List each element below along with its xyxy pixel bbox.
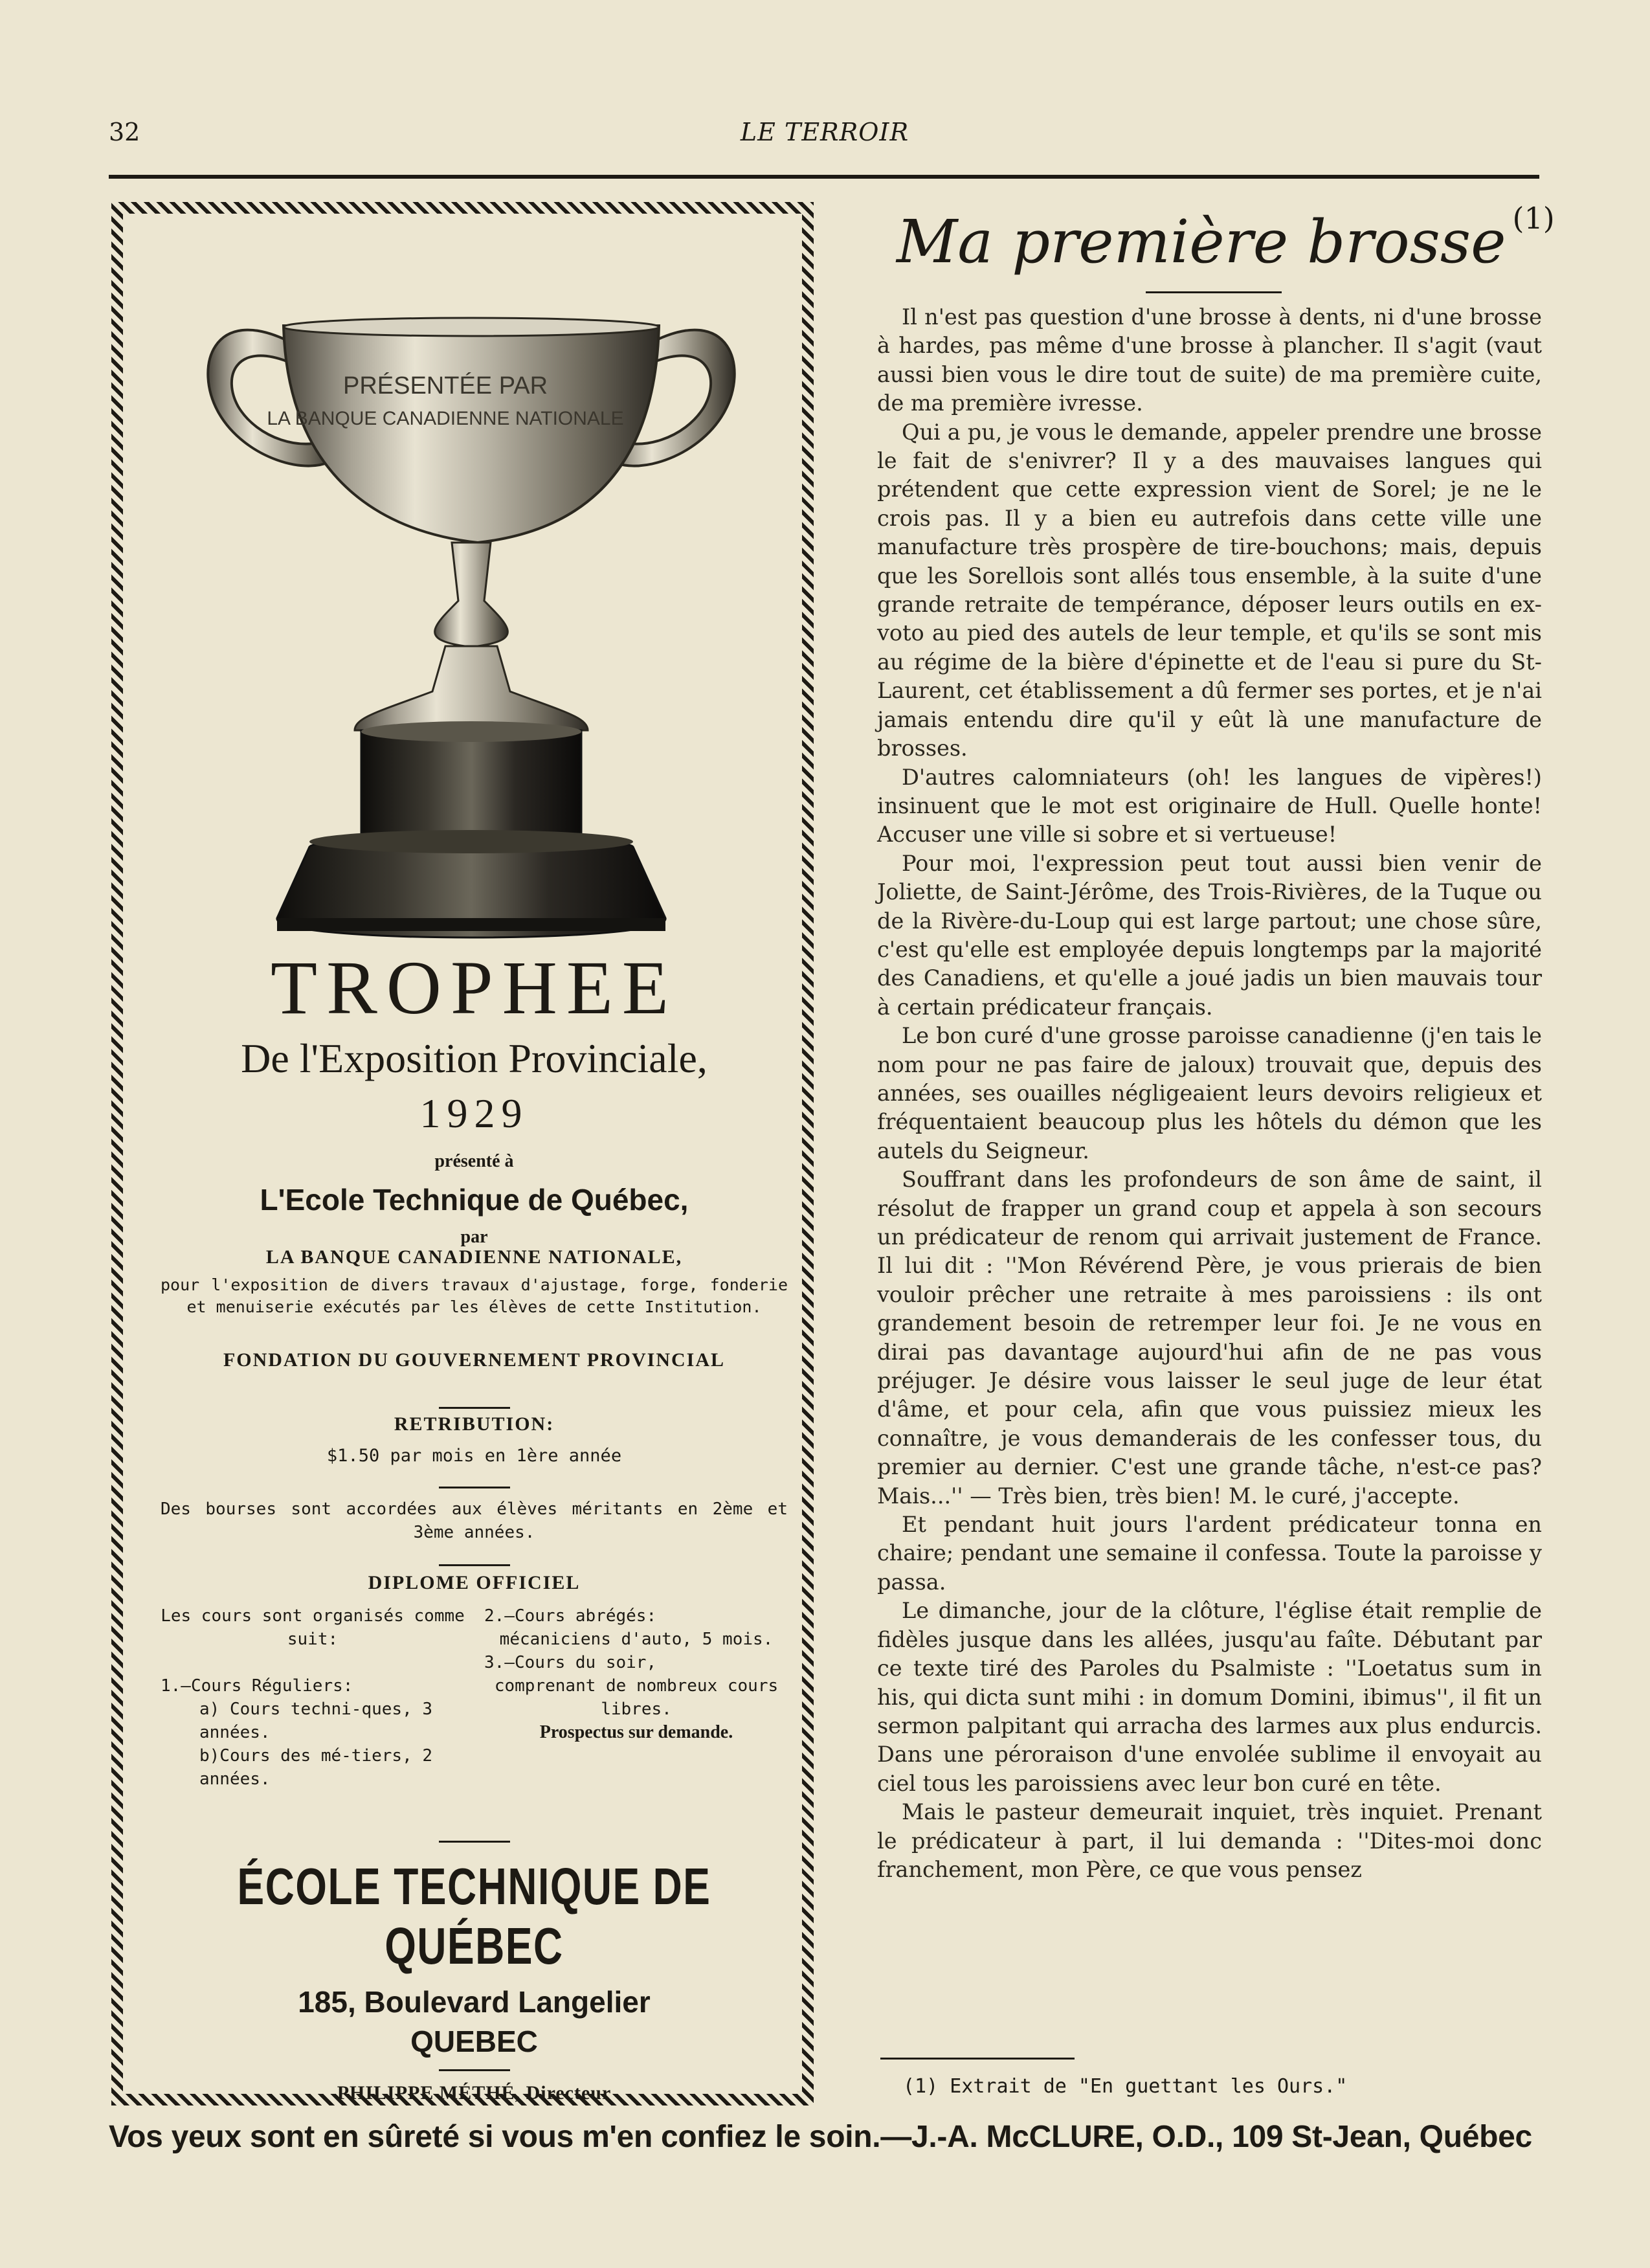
ad-retribution-label: RETRIBUTION:	[394, 1413, 555, 1435]
footer-advertisement: Vos yeux sont en sûreté si vous m'en confiez le soin.—J.-A. McCLURE, O.D., 109 St-Jean, Québec	[109, 2120, 1532, 2154]
page-number: 32	[109, 118, 140, 146]
ad-presented: présenté à	[434, 1151, 514, 1171]
ad-description: pour l'exposition de divers travaux d'ajustage, forge, fonderie et menuiserie exécutés par les élèves de cette Institution.	[161, 1275, 788, 1316]
article-title	[897, 201, 1555, 276]
ad-diplome: DIPLOME OFFICIEL	[368, 1572, 581, 1593]
paragraph: Le dimanche, jour de la clôture, l'église était remplie de fidèles jusque dans les allées, jusqu'au faîte. Débutant par ce texte tiré des Paroles du Psalmiste : ''Loetatus sum in his, qui dicta sunt mihi : in domum Domini, ibimus'', il fit un sermon palpitant qui arracha des larmes aux plus endurcis. Dans une péroraison d'une envolée sublime il envoyait au ciel tous les paroissiens avec leur bon curé en tête.	[877, 1598, 1542, 1796]
prospectus: Prospectus sur demande.	[539, 1722, 733, 1742]
paragraph: Mais le pasteur demeurait inquiet, très inquiet. Prenant le prédicateur à part, il lui demanda : ''Dites-moi donc franchement, mon Père, ce que vous pensez	[877, 1799, 1542, 1882]
course-2-desc: mécaniciens d'auto, 5 mois.	[499, 1630, 774, 1649]
school-name-large	[209, 1857, 739, 1976]
paragraph: Pour moi, l'expression peut tout aussi bien venir de Joliette, de Saint-Jérôme, des Trois-Rivières, de la Tuque ou de la Rivère-du-Loup qui est large partout; une chose sûre, c'est qu'elle est employée depuis longtemps par la majorité des Canadiens, et qu'elle a joué jadis un bien mauvais tour à certain prédicateur français.	[877, 850, 1542, 1020]
paragraph: Le bon curé d'une grosse paroisse canadienne (j'en tais le nom pour ne pas faire de jaloux) trouvait que, depuis des années, ses ouailles négligeaient leurs devoirs religieux et fréquentaient beaucoup plus les hôtels du démon que les autels du Seigneur.	[877, 1023, 1542, 1163]
courses-right-column	[484, 1604, 788, 1744]
ad-city: QUEBEC	[410, 2025, 538, 2058]
ad-bourses: Des bourses sont accordées aux élèves méritants en 2ème et 3ème années.	[161, 1499, 788, 1542]
courses-intro: Les cours sont organisés comme suit:	[161, 1606, 465, 1649]
running-title: LE TERROIR	[740, 118, 909, 146]
trophy-cup-image	[173, 264, 769, 1015]
paragraph: Souffrant dans les profondeurs de son âme de saint, il résolut de frapper un grand coup et appela à son secours un prédicateur de renom qui arrivait justement de France. Il lui dit : ''Mon Révérend Père, je vous prierais de bien vouloir prêcher une retraite à mes paroissiens : ils ont grandement besoin de retremper leur foi. Je ne vous en dirai pas davantage aujourd'hui afin de ne pas vous préjuger. Je désire vous laisser le seul juge de leur état d'âme, et pour cela, afin que vous puissiez mieux les connaître, je vous demanderais de les confesser tous, du premier au dernier. C'est une grande tâche, n'est-ce pas? Mais...'' — Très bien, très bien! M. le curé, j'accepte.	[877, 1167, 1542, 1509]
ad-bank: LA BANQUE CANADIENNE NATIONALE,	[265, 1246, 683, 1268]
divider	[439, 1564, 510, 1566]
article-title-text: Ma première brosse	[897, 207, 1506, 276]
cup-engraving-line2: LA BANQUE CANADIENNE NATIONALE	[267, 408, 624, 429]
ad-par: par	[460, 1227, 488, 1247]
advertisement-frame	[111, 202, 814, 2105]
page-header	[109, 118, 1541, 157]
ad-director: PHILIPPE MÉTHÉ, Directeur	[337, 2082, 612, 2104]
divider	[439, 1487, 510, 1488]
cup-engraving-line1: PRÉSENTÉE PAR	[342, 372, 548, 399]
course-1b: b)Cours des mé-tiers, 2 années.	[199, 1746, 433, 1789]
title-rule	[1146, 291, 1282, 293]
ad-year: 1929	[419, 1090, 529, 1136]
course-3-desc: comprenant de nombreux cours libres.	[494, 1676, 779, 1719]
footnote: (1) Extrait de "En guettant les Ours."	[903, 2075, 1348, 2098]
school-name-line1: ÉCOLE TECHNIQUE DE	[237, 1858, 711, 1915]
school-name-line2: QUÉBEC	[385, 1917, 564, 1975]
footnote-mark: (1)	[1512, 201, 1555, 236]
advertisement-content	[135, 225, 790, 2104]
divider	[439, 2069, 510, 2071]
paragraph: Et pendant huit jours l'ardent prédicateur tonna en chaire; pendant une semaine il confessa. Toute la paroisse y passa.	[877, 1512, 1542, 1595]
article-body	[877, 303, 1542, 1884]
course-3: 3.—Cours du soir,	[484, 1653, 657, 1672]
paragraph: Il n'est pas question d'une brosse à dents, ni d'une brosse à hardes, pas même d'une brosse à plancher. Il s'agit (vaut aussi bien vous le dire tout de suite) de ma première cuite, de ma première ivresse.	[877, 304, 1542, 416]
header-rule	[109, 175, 1539, 179]
paragraph: Qui a pu, je vous le demande, appeler prendre une brosse le fait de s'enivrer? Il y a des mauvaises langues qui prétendent que cette expression vient de Sorel; je ne le crois pas. Il y a bien eu autrefois dans cette ville une manufacture très prospère de tire-bouchons; mais, depuis que les Sorellois sont allés tous ensemble, à la suite d'une grande retraite de tempérance, déposer leurs outils en ex-voto au pied des autels de leur temple, et qu'ils se sont mis au régime de la bière d'épinette et de l'eau si pure du St-Laurent, cet établissement a dû fermer ses portes, et je n'ai jamais entendu dire qu'il y eût là une manufacture de brosses.	[877, 419, 1542, 761]
courses-left-column	[161, 1604, 465, 1791]
course-2: 2.—Cours abrégés:	[484, 1606, 657, 1626]
ad-retribution-value: $1.50 par mois en 1ère année	[326, 1446, 622, 1466]
ad-title: TROPHEE	[271, 945, 678, 1030]
ad-subtitle: De l'Exposition Provinciale,	[241, 1035, 708, 1081]
ad-address: 185, Boulevard Langelier	[298, 1985, 651, 2019]
ad-school: L'Ecole Technique de Québec,	[260, 1183, 689, 1217]
divider	[439, 1407, 510, 1409]
paragraph: D'autres calomniateurs (oh! les langues de vipères!) insinuent que le mot est originaire de Hull. Quelle honte! Accuser une ville si sobre et si vertueuse!	[877, 764, 1542, 848]
footnote-rule	[880, 2058, 1075, 2060]
divider	[439, 1841, 510, 1843]
course-1a: a) Cours techni-ques, 3 années.	[199, 1700, 433, 1742]
ad-fondation: FONDATION DU GOUVERNEMENT PROVINCIAL	[223, 1349, 726, 1371]
course-1: 1.—Cours Réguliers:	[161, 1676, 353, 1696]
